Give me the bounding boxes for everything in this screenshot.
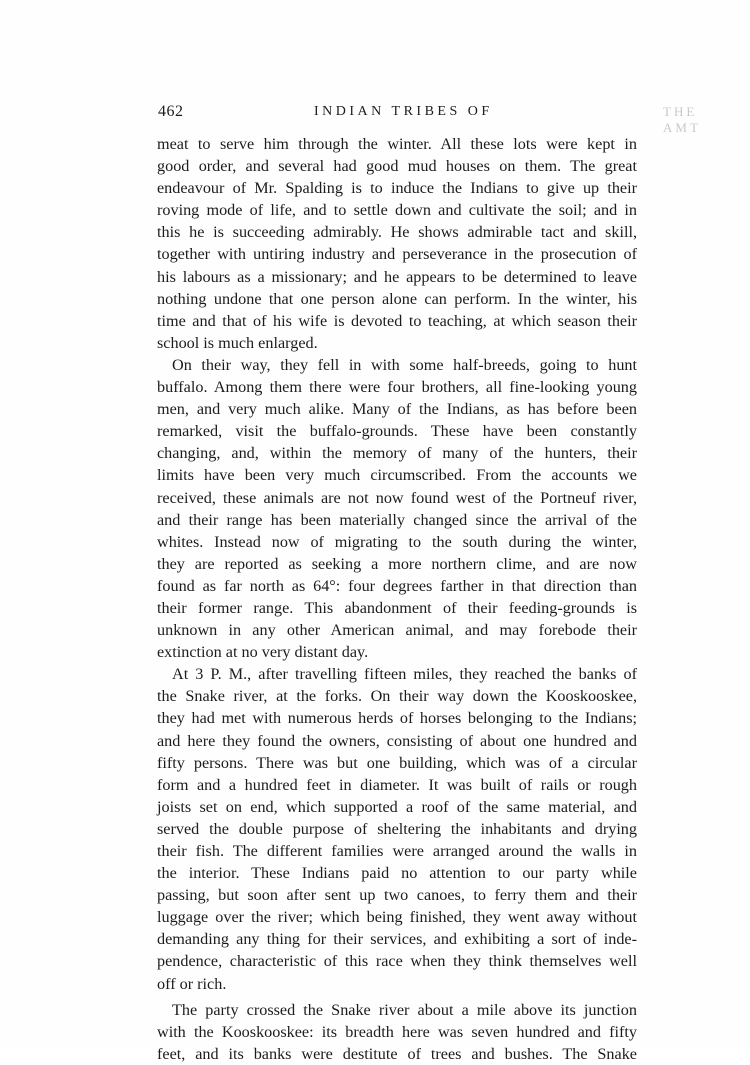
text-line: The party crossed the Snake river about a mile above its junction bbox=[172, 1000, 637, 1019]
text-line: luggage over the river; which being finished, they went away without bbox=[157, 908, 637, 927]
paragraph bbox=[157, 663, 637, 994]
text-line: they are reported as seeking a more northern clime, and are now bbox=[157, 554, 637, 573]
text-line: found as far north as 64°: four degrees farther in that direction than bbox=[157, 576, 637, 595]
text-line: this he is succeeding admirably. He shows admirable tact and skill, bbox=[157, 223, 637, 242]
text-line: off or rich. bbox=[157, 974, 227, 993]
text-line: the interior. These Indians paid no attention to our party while bbox=[157, 864, 637, 883]
text-line: pendence, characteristic of this race when they think themselves well bbox=[157, 952, 637, 971]
paragraph bbox=[157, 999, 637, 1065]
text-line: meat to serve him through the winter. All these lots were kept in bbox=[157, 135, 637, 153]
running-title: INDIAN TRIBES OF bbox=[314, 104, 493, 119]
paragraph bbox=[157, 133, 637, 354]
text-line: changing, and, within the memory of many of the hunters, their bbox=[157, 444, 637, 463]
text-line: passing, but soon after sent up two canoes, to ferry them and their bbox=[157, 886, 637, 905]
paragraph bbox=[157, 354, 637, 663]
text-line: fifty persons. There was but one building, which was of a circular bbox=[157, 753, 637, 772]
text-line: On their way, they fell in with some half-breeds, going to hunt bbox=[172, 355, 637, 374]
text-line: joists set on end, which supported a roof of the same material, and bbox=[157, 797, 637, 816]
text-line: the Snake river, at the forks. On their way down the Kooskooskee, bbox=[157, 687, 637, 706]
text-line: endeavour of Mr. Spalding is to induce the Indians to give up their bbox=[157, 179, 637, 198]
page-number: 462 bbox=[158, 103, 184, 120]
text-line: their fish. The different families were arranged around the walls in bbox=[157, 842, 637, 860]
text-line: they had met with numerous herds of horses belonging to the Indians; bbox=[157, 709, 637, 728]
text-line: extinction at no very distant day. bbox=[157, 643, 369, 662]
text-line: demanding any thing for their services, and exhibiting a sort of inde- bbox=[157, 930, 637, 949]
text-line: school is much enlarged. bbox=[157, 333, 318, 352]
text-line: At 3 P. M., after travelling fifteen miles, they reached the banks of bbox=[172, 665, 637, 684]
text-line: served the double purpose of sheltering the inhabitants and drying bbox=[157, 819, 637, 838]
text-line: unknown in any other American animal, and may forebode their bbox=[157, 621, 637, 640]
text-line: roving mode of life, and to settle down and cultivate the soil; and in bbox=[157, 201, 637, 220]
text-line: nothing undone that one person alone can perform. In the winter, his bbox=[157, 289, 637, 308]
text-line: together with untiring industry and perseverance in the prosecution of bbox=[157, 245, 637, 264]
bleed-through-text: THE AMT bbox=[663, 104, 701, 135]
text-line: received, these animals are not now found west of the Portneuf river, bbox=[157, 488, 637, 507]
text-line: limits have been very much circumscribed. From the accounts we bbox=[157, 466, 637, 485]
text-line: form and a hundred feet in diameter. It was built of rails or rough bbox=[157, 775, 637, 794]
text-line: remarked, visit the buffalo-grounds. These have been constantly bbox=[157, 422, 637, 441]
text-line: feet, and its banks were destitute of trees and bushes. The Snake bbox=[157, 1044, 637, 1063]
text-line: men, and very much alike. Many of the Indians, as has before been bbox=[157, 400, 637, 419]
text-line: his labours as a missionary; and he appears to be determined to leave bbox=[157, 267, 637, 286]
text-line: and their range has been materially changed since the arrival of the bbox=[157, 510, 637, 529]
text-line: good order, and several had good mud houses on them. The great bbox=[157, 157, 637, 176]
text-line: with the Kooskooskee: its breadth here was seven hundred and fifty bbox=[157, 1022, 637, 1041]
running-head bbox=[158, 103, 701, 135]
body-text bbox=[157, 133, 637, 1065]
text-line: buffalo. Among them there were four brothers, all fine-looking young bbox=[157, 378, 637, 397]
text-line: whites. Instead now of migrating to the south during the winter, bbox=[157, 532, 637, 551]
text-line: time and that of his wife is devoted to teaching, at which season their bbox=[157, 311, 637, 330]
text-line: their former range. This abandonment of their feeding-grounds is bbox=[157, 598, 637, 617]
text-line: and here they found the owners, consisting of about one hundred and bbox=[157, 731, 637, 750]
